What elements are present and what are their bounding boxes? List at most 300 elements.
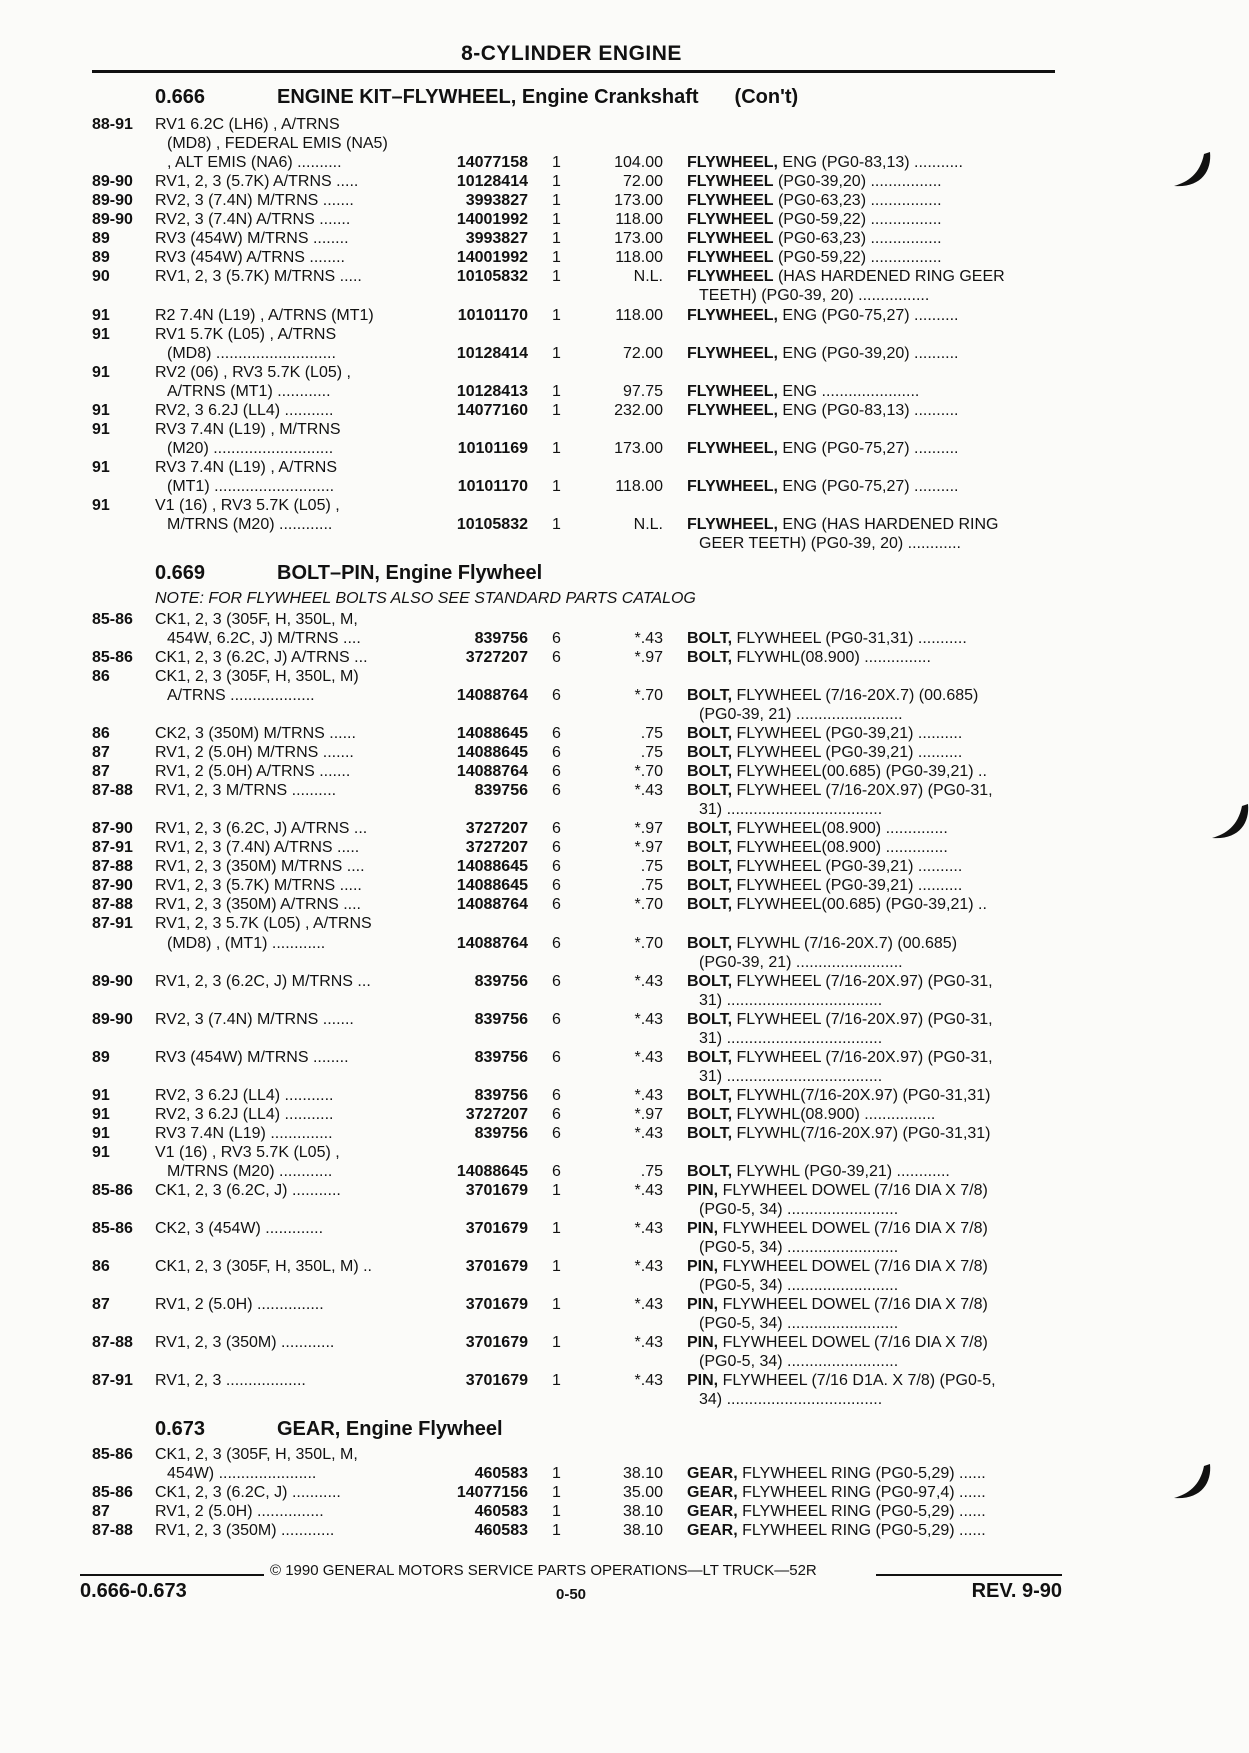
price: 232.00: [614, 401, 663, 419]
section-note: NOTE: FOR FLYWHEEL BOLTS ALSO SEE STANDARD PARTS CATALOG: [155, 590, 696, 607]
quantity: 1: [552, 344, 561, 362]
part-name: [699, 534, 1067, 553]
part-number: 839756: [474, 1124, 528, 1142]
part-number: 10128414: [456, 173, 528, 191]
part-name: [687, 401, 1055, 420]
price: 38.10: [622, 1503, 663, 1521]
application-description: RV1, 2 (5.0H) M/TRNS .......: [155, 744, 354, 762]
quantity: 6: [552, 896, 561, 914]
part-number: 14088645: [456, 1162, 528, 1180]
quantity: 1: [552, 1503, 561, 1521]
table-row: [0, 496, 1249, 515]
model-years: 87-88: [92, 1522, 133, 1540]
application-description: 454W) ......................: [167, 1465, 317, 1483]
quantity: 1: [552, 1484, 561, 1502]
part-name: [699, 1276, 1067, 1295]
table-row: [0, 1048, 1249, 1067]
part-name: [687, 515, 1055, 534]
quantity: 6: [552, 1162, 561, 1180]
application-description: A/TRNS ...................: [167, 687, 315, 705]
application-description: (MD8) ...........................: [167, 344, 336, 362]
price: 72.00: [622, 344, 663, 362]
part-name-keyword: FLYWHEEL: [687, 249, 774, 267]
model-years: 91: [92, 363, 110, 381]
part-name-keyword: FLYWHEEL: [687, 211, 774, 229]
part-name-keyword: BOLT,: [687, 1086, 733, 1104]
model-years: 87: [92, 744, 110, 762]
price: .75: [640, 858, 663, 876]
table-row: [0, 953, 1249, 972]
table-row: [0, 667, 1249, 686]
footer-page-number: 0-50: [556, 1586, 587, 1603]
part-name: [687, 248, 1055, 267]
quantity: 1: [552, 401, 561, 419]
part-name-detail: (PG0-63,23) ................: [773, 192, 942, 210]
price: 173.00: [614, 192, 663, 210]
model-years: 87-91: [92, 1372, 133, 1390]
part-name-detail: FLYWHEEL (7/16-20X.97) (PG0-31,: [732, 782, 993, 800]
table-row: [0, 286, 1249, 305]
part-name-keyword: FLYWHEEL: [687, 173, 774, 191]
part-name-detail: 31) ...................................: [699, 801, 883, 819]
section-heading-0673: [155, 1418, 503, 1441]
price: *.43: [634, 1124, 663, 1142]
table-row: [0, 1238, 1249, 1257]
price: *.43: [634, 782, 663, 800]
table-row: [0, 648, 1249, 667]
quantity: 6: [552, 630, 561, 648]
part-name-detail: 31) ...................................: [699, 1067, 883, 1085]
part-name: [699, 991, 1067, 1010]
part-name-keyword: BOLT,: [687, 896, 733, 914]
table-row: [0, 1333, 1249, 1352]
part-name: [699, 1390, 1067, 1409]
price: *.70: [634, 896, 663, 914]
model-years: 91: [92, 325, 110, 343]
application-description: RV1, 2, 3 (7.4N) A/TRNS .....: [155, 839, 360, 857]
section-number: 0.666: [155, 86, 206, 108]
model-years: 89: [92, 1048, 110, 1066]
price: *.43: [634, 1334, 663, 1352]
part-name-detail: 31) ...................................: [699, 1029, 883, 1047]
part-number: 3701679: [465, 1372, 528, 1390]
part-name-detail: FLYWHEEL (7/16-20X.97) (PG0-31,: [732, 1010, 993, 1028]
application-description: (MD8) , FEDERAL EMIS (NA5): [167, 135, 388, 153]
model-years: 87-88: [92, 896, 133, 914]
quantity: 6: [552, 934, 561, 952]
part-name: [687, 191, 1055, 210]
part-name-detail: FLYWHEEL (PG0-31,31) ...........: [732, 630, 967, 648]
part-name: [687, 1048, 1055, 1067]
part-name-keyword: GEAR,: [687, 1522, 738, 1540]
table-row: [0, 477, 1249, 496]
part-name-keyword: GEAR,: [687, 1484, 738, 1502]
price: *.43: [634, 630, 663, 648]
table-row: [0, 819, 1249, 838]
application-description: RV3 (454W) M/TRNS ........: [155, 1048, 349, 1066]
quantity: 1: [552, 211, 561, 229]
part-name: [699, 705, 1067, 724]
table-row: [0, 895, 1249, 914]
quantity: 1: [552, 1181, 561, 1199]
part-name-detail: (HAS HARDENED RING GEER: [773, 268, 1005, 286]
table-row: [0, 876, 1249, 895]
part-number: 839756: [474, 972, 528, 990]
price: .75: [640, 877, 663, 895]
application-description: RV2, 3 (7.4N) M/TRNS .......: [155, 192, 354, 210]
model-years: 86: [92, 668, 110, 686]
part-name: [687, 686, 1055, 705]
part-name-detail: FLYWHL(08.900) ...............: [732, 649, 931, 667]
part-name: [687, 1333, 1055, 1352]
part-name-detail: (PG0-63,23) ................: [773, 230, 942, 248]
application-description: CK1, 2, 3 (6.2C, J) A/TRNS ...: [155, 649, 368, 667]
table-row: [0, 1086, 1249, 1105]
part-name: [687, 895, 1055, 914]
part-name: [699, 1238, 1067, 1257]
part-name: [687, 1483, 1055, 1502]
table-row: [0, 629, 1249, 648]
part-number: 3727207: [465, 839, 528, 857]
part-name: [699, 1200, 1067, 1219]
part-name: [687, 1257, 1055, 1276]
model-years: 87: [92, 1296, 110, 1314]
section-heading-0669: [155, 562, 542, 585]
part-name-detail: FLYWHEEL RING (PG0-5,29) ......: [737, 1503, 986, 1521]
model-years: 88-91: [92, 116, 133, 133]
quantity: 6: [552, 725, 561, 743]
application-description: RV2, 3 6.2J (LL4) ...........: [155, 401, 334, 419]
table-row: [0, 1143, 1249, 1162]
table-row: [0, 762, 1249, 781]
quantity: 1: [552, 1258, 561, 1276]
part-number: 14077158: [456, 154, 528, 172]
application-description: R2 7.4N (L19) , A/TRNS (MT1): [155, 306, 374, 324]
part-name-detail: ENG ......................: [777, 382, 920, 400]
part-number: 460583: [474, 1522, 528, 1540]
part-name: [687, 1105, 1055, 1124]
quantity: 6: [552, 744, 561, 762]
part-name-detail: TEETH) (PG0-39, 20) ................: [699, 287, 930, 305]
part-name-detail: 31) ...................................: [699, 991, 883, 1009]
application-description: 454W, 6.2C, J) M/TRNS ....: [167, 630, 361, 648]
model-years: 87-88: [92, 782, 133, 800]
table-row: [0, 210, 1249, 229]
section-continued: (Con't): [734, 86, 799, 108]
table-row: [0, 172, 1249, 191]
part-name: [699, 1067, 1067, 1086]
binder-hole-icon: [1170, 148, 1214, 192]
application-description: RV1, 2 (5.0H) A/TRNS .......: [155, 763, 351, 781]
part-name-detail: FLYWHEEL (7/16 D1A. X 7/8) (PG0-5,: [718, 1372, 996, 1390]
part-name: [687, 229, 1055, 248]
table-row: [0, 1295, 1249, 1314]
quantity: 6: [552, 1010, 561, 1028]
model-years: 87-88: [92, 1334, 133, 1352]
model-years: 91: [92, 420, 110, 438]
section-title: ENGINE KIT–FLYWHEEL, Engine Crankshaft: [277, 86, 699, 108]
quantity: 6: [552, 649, 561, 667]
table-row: [0, 458, 1249, 477]
model-years: 91: [92, 1124, 110, 1142]
part-name: [687, 781, 1055, 800]
model-years: 91: [92, 306, 110, 324]
part-name-keyword: FLYWHEEL,: [687, 401, 778, 419]
part-number: 14088764: [456, 687, 528, 705]
part-name: [687, 819, 1055, 838]
part-name: [687, 1124, 1055, 1143]
footer-range: 0.666-0.673: [80, 1580, 187, 1602]
part-name-detail: ENG (PG0-83,13) ...........: [777, 154, 963, 172]
application-description: RV1, 2, 3 (350M) ............: [155, 1334, 335, 1352]
part-name-detail: (PG0-5, 34) .........................: [699, 1315, 899, 1333]
application-description: RV1 6.2C (LH6) , A/TRNS: [155, 116, 340, 133]
model-years: 87-91: [92, 839, 133, 857]
price: 104.00: [614, 154, 663, 172]
price: *.43: [634, 1372, 663, 1390]
part-number: 14088764: [456, 763, 528, 781]
table-row: [0, 153, 1249, 172]
quantity: 1: [552, 306, 561, 324]
part-number: 839756: [474, 1010, 528, 1028]
application-description: RV1, 2, 3 ..................: [155, 1372, 306, 1390]
table-row: [0, 420, 1249, 439]
application-description: RV1, 2, 3 (5.7K) A/TRNS .....: [155, 173, 359, 191]
part-number: 14001992: [456, 211, 528, 229]
application-description: CK1, 2, 3 (305F, H, 350L, M,: [155, 1446, 358, 1463]
part-name-detail: ENG (PG0-75,27) ..........: [777, 477, 959, 495]
table-row: [0, 1464, 1249, 1483]
part-name-detail: FLYWHL(7/16-20X.97) (PG0-31,31): [732, 1124, 991, 1142]
price: 38.10: [622, 1465, 663, 1483]
part-name-detail: (PG0-39, 21) ........................: [699, 706, 903, 724]
application-description: RV2, 3 (7.4N) A/TRNS .......: [155, 211, 351, 229]
part-name-keyword: FLYWHEEL,: [687, 477, 778, 495]
table-row: [0, 934, 1249, 953]
part-name-detail: FLYWHEEL(08.900) ..............: [732, 820, 948, 838]
table-row: [0, 134, 1249, 153]
price: .75: [640, 725, 663, 743]
binder-hole-icon: [1170, 1460, 1214, 1504]
part-name-detail: ENG (HAS HARDENED RING: [777, 516, 999, 534]
application-description: RV1, 2 (5.0H) ...............: [155, 1296, 324, 1314]
part-name-keyword: BOLT,: [687, 782, 733, 800]
application-description: RV2, 3 (7.4N) M/TRNS .......: [155, 1010, 354, 1028]
part-name-keyword: BOLT,: [687, 763, 733, 781]
part-name: [699, 1352, 1067, 1371]
part-number: 10101170: [457, 306, 528, 324]
binder-hole-icon: [1208, 800, 1249, 844]
part-name: [687, 629, 1055, 648]
price: .75: [640, 744, 663, 762]
application-description: RV3 (454W) M/TRNS ........: [155, 230, 349, 248]
part-name-keyword: BOLT,: [687, 725, 733, 743]
application-description: RV1, 2, 3 (6.2C, J) M/TRNS ...: [155, 972, 371, 990]
table-row: [0, 515, 1249, 534]
application-description: , ALT EMIS (NA6) ..........: [167, 154, 342, 172]
part-name-keyword: BOLT,: [687, 1010, 733, 1028]
application-description: RV3 (454W) A/TRNS ........: [155, 249, 345, 267]
part-name-keyword: BOLT,: [687, 934, 733, 952]
part-name: [687, 762, 1055, 781]
part-number: 10128414: [456, 344, 528, 362]
price: 38.10: [622, 1522, 663, 1540]
part-name-detail: (PG0-5, 34) .........................: [699, 1353, 899, 1371]
part-number: 14088645: [456, 858, 528, 876]
table-row: [0, 1257, 1249, 1276]
price: 118.00: [615, 211, 663, 229]
table-row: [0, 439, 1249, 458]
part-name: [687, 724, 1055, 743]
part-name-detail: FLYWHEEL RING (PG0-5,29) ......: [737, 1522, 986, 1540]
table-row: [0, 1371, 1249, 1390]
model-years: 89: [92, 249, 110, 267]
application-description: RV1, 2, 3 M/TRNS ..........: [155, 782, 337, 800]
quantity: 6: [552, 1105, 561, 1123]
part-name: [687, 743, 1055, 762]
part-name-detail: ENG (PG0-83,13) ..........: [777, 401, 959, 419]
part-name: [687, 838, 1055, 857]
application-description: (MD8) , (MT1) ............: [167, 934, 326, 952]
table-row: [0, 382, 1249, 401]
quantity: 6: [552, 877, 561, 895]
quantity: 6: [552, 687, 561, 705]
application-description: CK1, 2, 3 (6.2C, J) ...........: [155, 1181, 341, 1199]
quantity: 1: [552, 477, 561, 495]
part-number: 3727207: [465, 649, 528, 667]
table-row: [0, 267, 1249, 286]
part-name-keyword: FLYWHEEL: [687, 192, 774, 210]
part-name-keyword: BOLT,: [687, 877, 733, 895]
application-description: CK2, 3 (350M) M/TRNS ......: [155, 725, 356, 743]
part-name-keyword: PIN,: [687, 1296, 719, 1314]
part-name-keyword: BOLT,: [687, 649, 733, 667]
table-row: [0, 191, 1249, 210]
table-row: [0, 1314, 1249, 1333]
part-number: 3701679: [465, 1258, 528, 1276]
table-row: [0, 781, 1249, 800]
part-name-keyword: BOLT,: [687, 630, 733, 648]
table-row: [0, 610, 1249, 629]
model-years: 91: [92, 497, 110, 514]
application-description: CK2, 3 (454W) .............: [155, 1219, 324, 1237]
quantity: 6: [552, 782, 561, 800]
part-name-keyword: FLYWHEEL,: [687, 154, 778, 172]
price: N.L.: [633, 268, 663, 286]
table-row: [0, 1029, 1249, 1048]
application-description: RV3 7.4N (L19) , M/TRNS: [155, 420, 341, 438]
application-description: RV3 7.4N (L19) ..............: [155, 1124, 333, 1142]
footer-rule-right: [876, 1574, 1062, 1576]
section-number: 0.673: [155, 1418, 206, 1440]
part-name-detail: FLYWHEEL RING (PG0-5,29) ......: [737, 1465, 986, 1483]
part-name-detail: FLYWHL(7/16-20X.97) (PG0-31,31): [732, 1086, 991, 1104]
part-name-detail: FLYWHEEL (7/16-20X.97) (PG0-31,: [732, 1048, 993, 1066]
table-row: [0, 1124, 1249, 1143]
price: *.43: [634, 1086, 663, 1104]
model-years: 89-90: [92, 972, 133, 990]
part-number: 10105832: [456, 516, 528, 534]
part-name-detail: FLYWHEEL (PG0-39,21) ..........: [732, 858, 963, 876]
model-years: 85-86: [92, 1219, 133, 1237]
part-number: 3701679: [465, 1334, 528, 1352]
table-row: [0, 1067, 1249, 1086]
application-description: M/TRNS (M20) ............: [167, 1162, 333, 1180]
price: *.43: [634, 1048, 663, 1066]
part-name-keyword: GEAR,: [687, 1503, 738, 1521]
part-name-keyword: PIN,: [687, 1372, 719, 1390]
table-row: [0, 306, 1249, 325]
table-row: [0, 1502, 1249, 1521]
model-years: 91: [92, 1143, 110, 1161]
part-name-detail: FLYWHEEL DOWEL (7/16 DIA X 7/8): [718, 1181, 988, 1199]
table-row: [0, 325, 1249, 344]
quantity: 6: [552, 858, 561, 876]
table-row: [0, 401, 1249, 420]
table-row: [0, 229, 1249, 248]
table-row: [0, 1181, 1249, 1200]
part-number: 3727207: [465, 1105, 528, 1123]
quantity: 1: [552, 230, 561, 248]
part-name-keyword: PIN,: [687, 1258, 719, 1276]
price: *.43: [634, 1010, 663, 1028]
part-number: 3727207: [465, 820, 528, 838]
part-name-detail: ENG (PG0-75,27) ..........: [777, 306, 959, 324]
part-name-detail: FLYWHEEL(00.685) (PG0-39,21) ..: [732, 896, 987, 914]
application-description: RV2, 3 6.2J (LL4) ...........: [155, 1086, 334, 1104]
part-name: [687, 382, 1055, 401]
part-name-keyword: BOLT,: [687, 820, 733, 838]
quantity: 1: [552, 192, 561, 210]
part-name-detail: FLYWHEEL (7/16-20X.7) (00.685): [732, 687, 979, 705]
part-name: [687, 306, 1055, 325]
application-description: (M20) ...........................: [167, 439, 334, 457]
part-name-keyword: BOLT,: [687, 1124, 733, 1142]
table-row: [0, 1200, 1249, 1219]
table-row: [0, 1162, 1249, 1181]
price: N.L.: [633, 516, 663, 534]
price: *.70: [634, 763, 663, 781]
application-description: RV3 7.4N (L19) , A/TRNS: [155, 458, 337, 476]
section-title: GEAR, Engine Flywheel: [277, 1418, 503, 1440]
model-years: 90: [92, 268, 110, 286]
part-name-keyword: FLYWHEEL: [687, 268, 774, 286]
part-name-detail: ENG (PG0-39,20) ..........: [777, 344, 959, 362]
application-description: V1 (16) , RV3 5.7K (L05) ,: [155, 497, 340, 514]
part-number: 14077156: [456, 1484, 528, 1502]
part-name-detail: GEER TEETH) (PG0-39, 20) ............: [699, 535, 961, 553]
quantity: 6: [552, 1124, 561, 1142]
part-number: 10101170: [457, 477, 528, 495]
quantity: 1: [552, 249, 561, 267]
price: 173.00: [614, 439, 663, 457]
table-row: [0, 248, 1249, 267]
model-years: 89-90: [92, 1010, 133, 1028]
table-row: [0, 1390, 1249, 1409]
application-description: M/TRNS (M20) ............: [167, 516, 333, 534]
price: 118.00: [615, 249, 663, 267]
part-name: [687, 1502, 1055, 1521]
quantity: 1: [552, 1334, 561, 1352]
application-description: RV2, 3 6.2J (LL4) ...........: [155, 1105, 334, 1123]
model-years: 87: [92, 763, 110, 781]
model-years: 91: [92, 1086, 110, 1104]
part-name: [699, 1314, 1067, 1333]
quantity: 6: [552, 820, 561, 838]
table-row: [0, 1483, 1249, 1502]
part-name: [699, 1029, 1067, 1048]
footer-revision: REV. 9-90: [971, 1580, 1062, 1602]
